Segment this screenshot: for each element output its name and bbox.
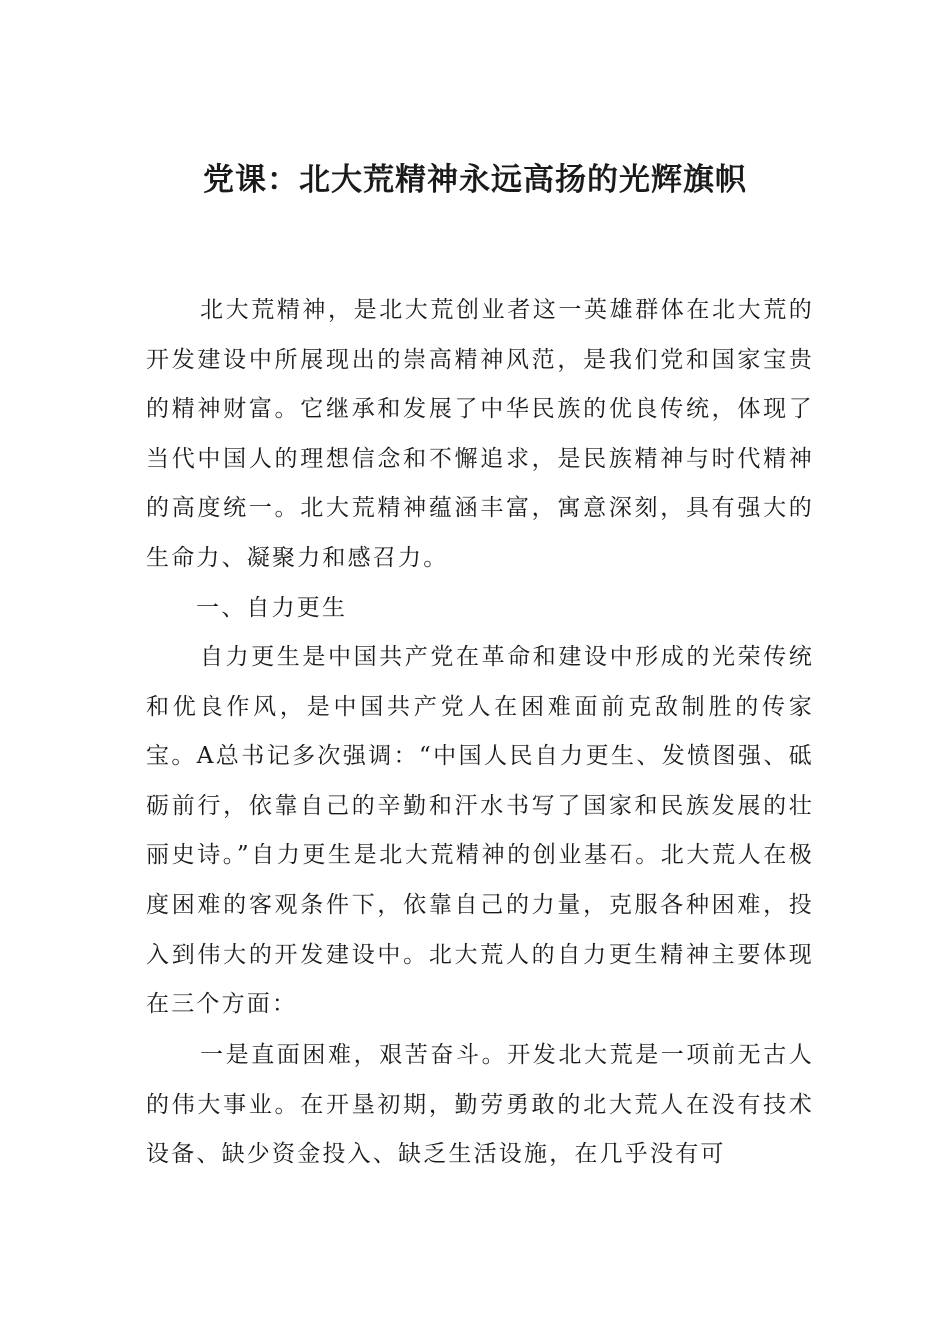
document-title: 党课：北大荒精神永远高扬的光辉旗帜 — [203, 162, 747, 198]
self-reliance-paragraph: 自力更生是中国共产党在革命和建设中形成的光荣传统和优良作风，是中国共产党人在困难面前克敌制胜的传家宝。A总书记多次强调：“中国人民自力更生、发愤图强、砥砺前行，依靠自己的辛勤和汗水书写了国家和民族发展的壮丽史诗。”自力更生是北大荒精神的创业基石。北大荒人在极度困难的客观条件下，依靠自己的力量，克服各种困难，投入到伟大的开发建设中。北大荒人的自力更生精神主要体现在三个方面： — [146, 644, 814, 1018]
intro-paragraph: 北大荒精神，是北大荒创业者这一英雄群体在北大荒的开发建设中所展现出的崇高精神风范，是我们党和国家宝贵的精神财富。它继承和发展了中华民族的优良传统，体现了当代中国人的理想信念和不懈追求，是民族精神与时代精神的高度统一。北大荒精神蕴涵丰富，寓意深刻，具有强大的生命力、凝聚力和感召力。 — [146, 297, 814, 571]
section-heading-self-reliance: 一、自力更生 — [196, 595, 348, 621]
point-one-paragraph: 一是直面困难，艰苦奋斗。开发北大荒是一项前无古人的伟大事业。在开垦初期，勤劳勇敢的北大荒人在没有技术设备、缺少资金投入、缺乏生活设施，在几乎没有可 — [146, 1042, 814, 1168]
